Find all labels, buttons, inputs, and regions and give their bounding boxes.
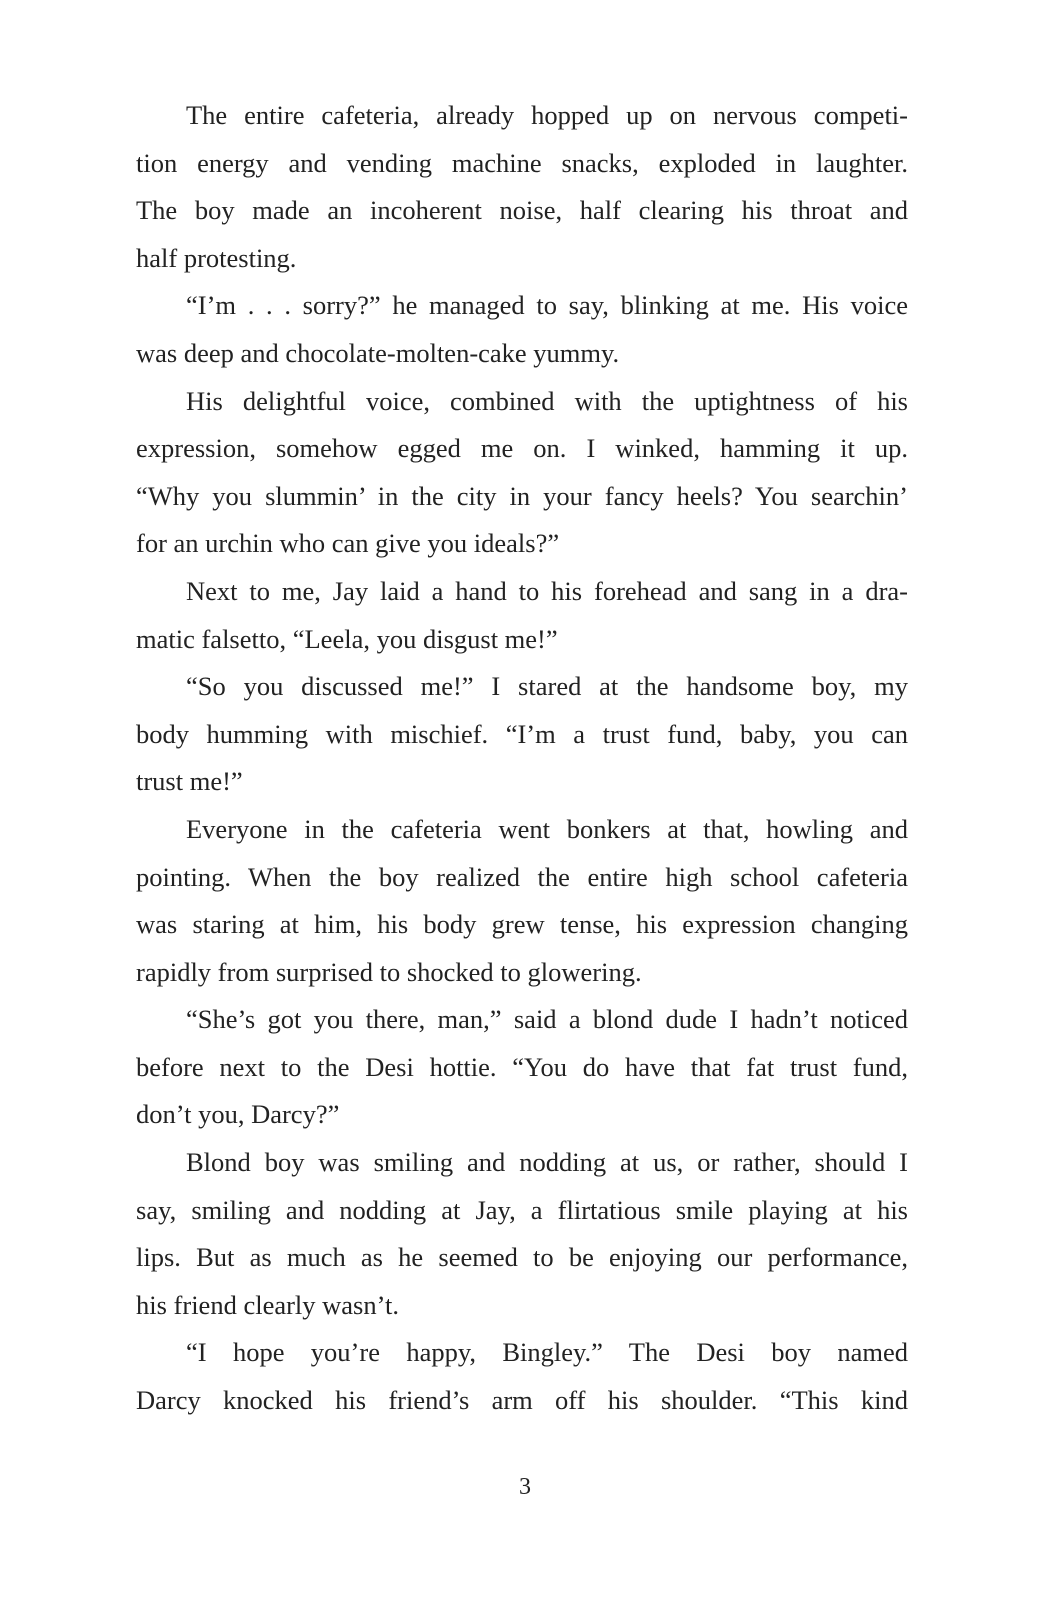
- text-line: tion energy and vending machine snacks, exploded in laughter.: [136, 147, 908, 178]
- text-line: trust me!”: [136, 766, 243, 797]
- text-line: Darcy knocked his friend’s arm off his shoulder. “This kind: [136, 1385, 908, 1416]
- text-line: matic falsetto, “Leela, you disgust me!”: [136, 623, 558, 654]
- page-body: [136, 92, 908, 1425]
- page-number: 3: [519, 1474, 531, 1500]
- text-line: was deep and chocolate-molten-cake yummy.: [136, 337, 620, 368]
- text-line: The boy made an incoherent noise, half clearing his throat and: [136, 195, 908, 226]
- text-line: before next to the Desi hottie. “You do have that fat trust fund,: [136, 1051, 908, 1082]
- text-line: his friend clearly wasn’t.: [136, 1289, 399, 1320]
- text-line: was staring at him, his body grew tense, his expression changing: [136, 909, 908, 940]
- text-line: don’t you, Darcy?”: [136, 1099, 340, 1130]
- text-line: body humming with mischief. “I’m a trust fund, baby, you can: [136, 718, 908, 749]
- text-line: “I’m . . . sorry?” he managed to say, blinking at me. His voice: [186, 290, 908, 321]
- text-line: “So you discussed me!” I stared at the handsome boy, my: [186, 671, 908, 702]
- text-line: say, smiling and nodding at Jay, a flirtatious smile playing at his: [136, 1194, 908, 1225]
- text-line: expression, somehow egged me on. I winked, hamming it up.: [136, 433, 908, 464]
- text-line: Everyone in the cafeteria went bonkers at that, howling and: [186, 813, 908, 844]
- text-line: lips. But as much as he seemed to be enjoying our performance,: [136, 1242, 908, 1273]
- text-line: Next to me, Jay laid a hand to his forehead and sang in a dra-: [186, 575, 908, 606]
- text-line: “She’s got you there, man,” said a blond dude I hadn’t noticed: [186, 1004, 908, 1035]
- text-line: His delightful voice, combined with the uptightness of his: [186, 385, 908, 416]
- text-line: rapidly from surprised to shocked to glowering.: [136, 956, 642, 987]
- text-line: half protesting.: [136, 242, 297, 273]
- text-line: “Why you slummin’ in the city in your fancy heels? You searchin’: [136, 480, 908, 511]
- text-line: The entire cafeteria, already hopped up on nervous competi-: [186, 100, 908, 130]
- text-line: Blond boy was smiling and nodding at us, or rather, should I: [186, 1147, 908, 1178]
- text-line: for an urchin who can give you ideals?”: [136, 528, 560, 559]
- text-line: “I hope you’re happy, Bingley.” The Desi boy named: [186, 1337, 908, 1368]
- text-line: pointing. When the boy realized the entire high school cafeteria: [136, 861, 908, 892]
